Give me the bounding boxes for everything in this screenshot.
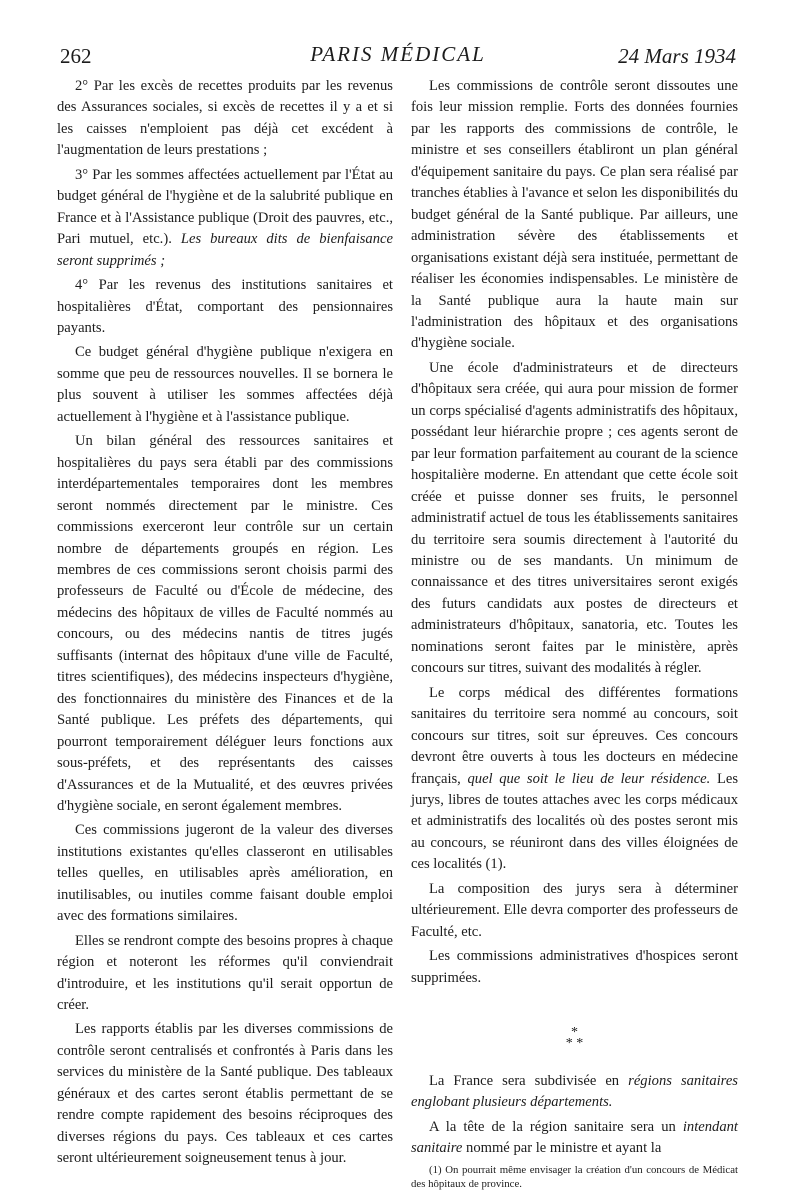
footnote: (1) On pourrait même envisager la création d'un concours de Médicat des hôpitaux de province.	[411, 1163, 738, 1190]
left-column	[57, 76, 393, 1173]
paragraph-italic-text: intendant sanitaire	[411, 1118, 738, 1157]
paragraph-text: La France sera subdivisée en	[429, 1073, 620, 1090]
paragraph-text: Le corps médical des différentes formations sanitaires du territoire sera nommé au concours, soit concours sur titres, soit sur épreuves. Ces concours devront être ouverts à tous les docteurs en médecine français,	[411, 684, 738, 787]
paragraph: Un bilan général des ressources sanitaires et hospitalières du pays sera établi par des commissions interdépartementales temporaires dont les membres seront nommés directement par le ministre. Ces commissions exerceront leur contrôle sur un certain nombre de départements groupés en région. Les membres de ces commissions seront choisis parmi des professeurs de Faculté ou d'École de médecine, des médecins des hôpitaux de villes de Faculté nommés au concours, ou des médecins nantis de titres jugés suffisants (internat des hôpitaux d'une ville de Faculté, titres scientifiques), des médecins inspecteurs d'hygiène, des fonctionnaires du ministère des Finances et de la Santé publique. Les préfets des départements, qui pourront temporairement déléguer leurs fonctions aux sous-préfets, et des représentants des caisses d'Assurances et de la Mutualité, et des œuvres privées d'hygiène sociale, en seront également membres.	[57, 433, 393, 814]
separator-star-top: *	[571, 1025, 578, 1041]
paragraph: Les commissions administratives d'hospices seront supprimées.	[411, 948, 738, 986]
paragraph: Les rapports établis par les diverses commissions de contrôle seront centralisés et confrontés à Paris dans les services du ministère de la Santé publique. Des tableaux généraux et des cartes seront établis permettant de se rendre compte rapidement des besoins réciproques des diverses régions du pays. Ces tableaux et ces cartes seront ultérieurement soigneusement tenus à jour.	[57, 1021, 393, 1167]
page-number: 262	[60, 44, 92, 68]
page-header	[60, 42, 736, 72]
paragraph: Les commissions de contrôle seront dissoutes une fois leur mission remplie. Forts des données fournies par les rapports des commissions de contrôle, le ministre et ses conseillers établiront un plan général d'équipement sanitaire du pays. Ce plan sera réalisé par tranches établies à l'avance et selon les disponibilités du budget général de la Santé publique. Par ailleurs, une administration sévère des établissements et organisations existant déjà sera instituée, permettant de réaliser les économies indispensables. Le ministère de la Santé publique aura la haute main sur l'administration des hôpitaux et des organisations d'hygiène sociale.	[411, 78, 738, 352]
section-separator	[411, 1025, 738, 1052]
paragraph: La composition des jurys sera à déterminer ultérieurement. Elle devra comporter des professeurs de Faculté, etc.	[411, 880, 738, 940]
separator-star-bottom: * *	[565, 1036, 584, 1052]
paragraph: Ces commissions jugeront de la valeur des diverses institutions existantes qu'elles classeront en utilisables telles quelles, en utilisables après amélioration, en inutilisables, ou inutiles comme faisant double emploi avec des formations similaires.	[57, 822, 393, 925]
paragraph: Elles se rendront compte des besoins propres à chaque région et noteront les réformes qu'il conviendrait d'introduire, et les institutions qu'il serait opportun de créer.	[57, 932, 393, 1014]
paragraph-text: 3° Par les sommes affectées actuellement par l'État au budget général de l'hygiène et de la salubrité publique en France et à l'Assistance publique (Droit des pauvres, etc., Pari mutuel, etc.).	[57, 166, 393, 248]
paragraph	[411, 1071, 738, 1114]
journal-title: PARIS MÉDICAL	[310, 42, 486, 66]
right-column	[411, 76, 738, 1194]
issue-date: 24 Mars 1934	[618, 44, 736, 68]
paragraph-text: A la tête de la région sanitaire sera un	[429, 1118, 676, 1135]
paragraph-text: Les jurys, libres de toutes attaches avec les corps médicaux et administratifs des localités où des postes seront mis au concours, se réuniront dans des villes éloignées de ces localités (1).	[411, 770, 739, 873]
paragraph: 4° Par les revenus des institutions sanitaires et hospitalières d'État, comportant des pensionnaires payants.	[57, 277, 393, 336]
paragraph	[411, 1117, 738, 1160]
paragraph-italic-text: quel que soit le lieu de leur résidence.	[467, 770, 711, 787]
paragraph: Une école d'administrateurs et de directeurs d'hôpitaux sera créée, qui aura pour mission de former un corps spécialisé d'agents administratifs des hôpitaux, possédant leur hiérarchie propre ; ces agents seront de par leur formation parfaitement au courant de la science hospitalière moderne. En attendant que cette école soit créée et puisse donner ses fruits, le personnel administratif actuel de tous les établissements sanitaires du territoire sera soumis directement à l'autorité du ministre ou de ses mandants. Un minimum de connaissance et des titres universitaires seront exigés des futurs candidats aux postes de directeurs et administrateurs d'hôpitaux, sanatoria, etc. Toutes les nominations seront faites par le ministère, après concours sur titres, suivant des modalités à régler.	[411, 359, 738, 677]
paragraph-text: nommé par le ministre et ayant la	[466, 1140, 662, 1157]
paragraph	[411, 683, 738, 876]
paragraph-italic-text: régions sanitaires englobant plusieurs départements.	[411, 1073, 738, 1111]
paragraph	[57, 165, 393, 272]
paragraph: 2° Par les excès de recettes produits par les revenus des Assurances sociales, si excès de recettes il y a et si les caisses n'emploient pas déjà cet excédent à l'augmentation de leurs prestations ;	[57, 78, 393, 159]
paragraph-italic-text: Les bureaux dits de bienfaisance seront supprimés ;	[57, 231, 393, 269]
paragraph: Ce budget général d'hygiène publique n'exigera en somme que peu de ressources nouvelles. Il se bornera le plus souvent à utiliser les sommes affectées déjà actuellement à l'hygiène et à l'assistance publique.	[57, 344, 393, 425]
